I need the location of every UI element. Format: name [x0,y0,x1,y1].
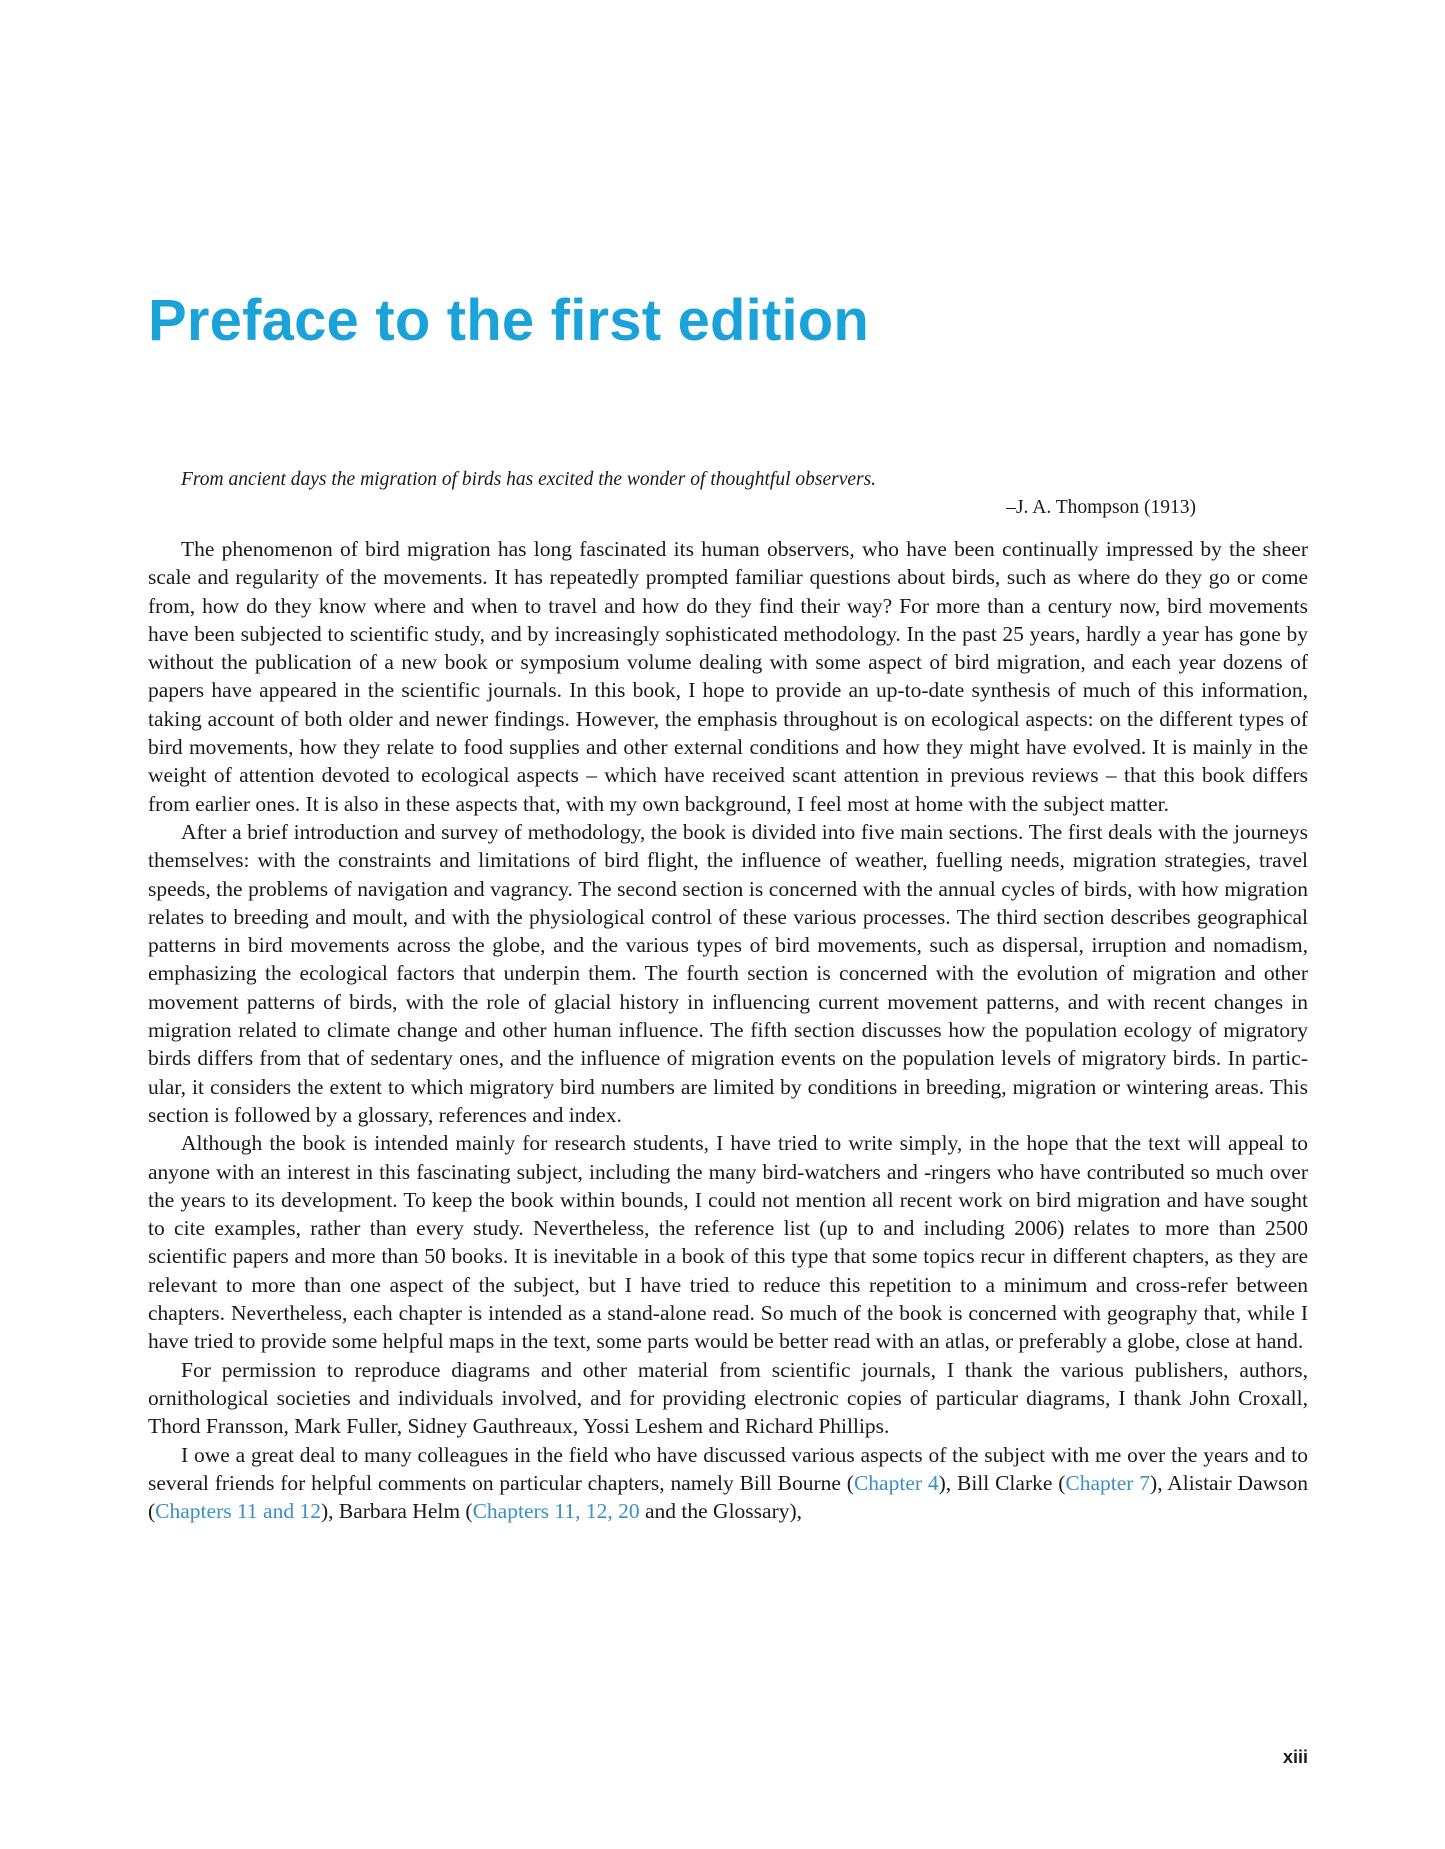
paragraph-1: The phenomenon of bird migration has long fascinated its human observers, who have been continually impressed by the sheer scale and regularity of the movements. It has repeatedly prompted familiar questions about birds, such as where do they go or come from, how do they know where and when to travel and how do they find their way? For more than a century now, bird movements have been subjected to scientific study, and by increasingly sophisticated methodology. In the past 25 years, hardly a year has gone by without the publication of a new book or symposium volume dealing with some aspect of bird migration, and each year dozens of papers have appeared in the scientific journals. In this book, I hope to provide an up-to-date synthesis of much of this information, taking account of both older and newer findings. However, the emphasis throughout is on ecological aspects: on the different types of bird movements, how they relate to food supplies and other external conditions and how they might have evolved. It is mainly in the weight of attention devoted to ecological aspects – which have received scant attention in previous reviews – that this book differs from earlier ones. It is also in these aspects that, with my own background, I feel most at home with the subject matter. [148,537,1308,816]
paragraph-3: Although the book is intended mainly for research students, I have tried to write simply, in the hope that the text will appeal to anyone with an interest in this fascinating subject, including the many bird-watchers and -ringers who have contributed so much over the years to its development. To keep the book within bounds, I could not mention all recent work on bird migration and have sought to cite examples, rather than every study. Nevertheless, the reference list (up to and including 2006) relates to more than 2500 scientific papers and more than 50 books. It is inevitable in a book of this type that some topics recur in different chapters, as they are relevant to more than one aspect of the subject, but I have tried to reduce this repetition to a minimum and cross-refer between chapters. Nevertheless, each chapter is intended as a stand-alone read. So much of the book is concerned with geography that, while I have tried to provide some helpful maps in the text, some parts would be better read with an atlas, or preferably a globe, close at hand. [148,1131,1308,1354]
chapters-11-12-link[interactable]: Chapters 11 and 12 [155,1499,321,1524]
paragraph-4: For permission to reproduce diagrams and other material from scientific journals, I thank the various publishers, authors, ornithological societies and individuals involved, and for providing electronic copies of particular diagrams, I thank John Croxall, Thord Fransson, Mark Fuller, Sidney Gauthreaux, Yossi Leshem and Richard Phillips. [148,1357,1308,1439]
page-number: xiii [1282,1747,1308,1767]
chapter-7-link[interactable]: Chapter 7 [1065,1470,1151,1495]
page-title: Preface to the first edition [148,288,870,353]
paragraph-5-text: ), Bill Clarke ( [938,1470,1066,1495]
epigraph-quote: From ancient days the migration of birds has excited the wonder of thoughtful observers. [181,469,877,490]
epigraph-attribution: –J. A. Thompson (1913) [1006,497,1196,518]
paragraph-5-text: and the Glossary), [639,1499,803,1524]
paragraph-5 [148,1441,1308,1526]
paragraph-5-text: ), Alistair Dawson ( [148,1470,1309,1524]
chapters-11-12-20-link[interactable]: Chapters 11, 12, 20 [472,1499,640,1524]
paragraph-2: After a brief introduction and survey of methodology, the book is divided into five main sections. The first deals with the journeys themselves: with the constraints and limitations of bird flight, the influence of weather, fuelling needs, migration strategies, travel speeds, the problems of navigation and vagrancy. The second section is concerned with the annual cycles of birds, with how migration relates to breeding and moult, and with the physiological control of these various processes. The third section describes geographical patterns in bird movements across the globe, and the various types of bird movements, such as dispersal, irruption and nomadism, emphasizing the ecological factors that underpin them. The fourth section is concerned with the evolution of migration and other movement patterns of birds, with the role of glacial history in influencing current movement patterns, and with recent changes in migration related to climate change and other human influence. The fifth section discusses how the population ecology of migratory birds differs from that of sedentary ones, and the influence of migration events on the population levels of migratory birds. In particular, it considers the extent to which migratory bird numbers are limited by conditions in breeding, migration or wintering areas. This section is followed by a glossary, references and index. [148,819,1308,1127]
epigraph [181,466,1196,522]
preface-body [148,535,1308,1525]
paragraph-5-text: I owe a great deal to many colleagues in the field who have discussed various aspects of the subject with me over the years and to several friends for helpful comments on particular chapters, namely Bill Bourne ( [148,1442,1308,1495]
chapter-4-link[interactable]: Chapter 4 [853,1470,939,1495]
paragraph-5-text: ), Barbara Helm ( [320,1499,473,1524]
